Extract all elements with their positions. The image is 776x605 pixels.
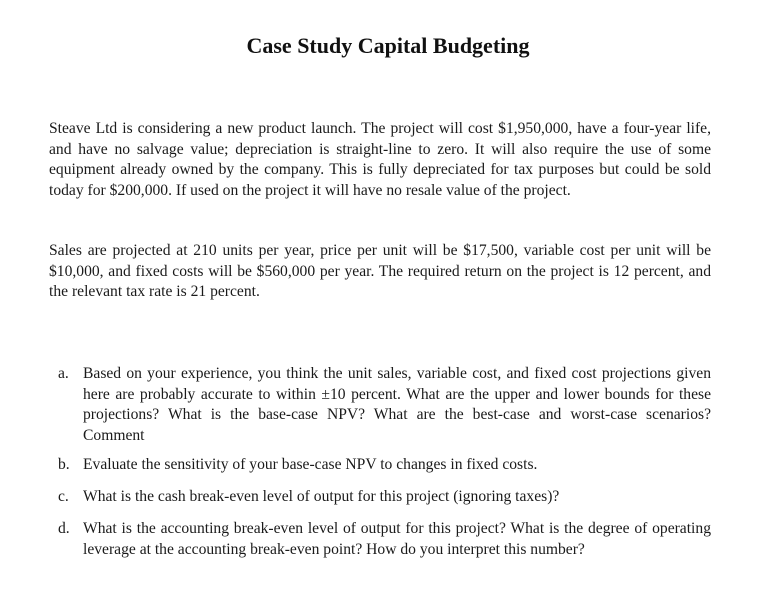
sales-projection-paragraph: Sales are projected at 210 units per year, price per unit will be $17,500, variable cost per unit will be $10,000, and fixed costs will be $560,000 per year. The required return on the project is 12 percent, and the relevant tax rate is 21 percent.	[49, 242, 711, 301]
question-text: Evaluate the sensitivity of your base-case NPV to changes in fixed costs.	[83, 456, 538, 473]
question-letter: c.	[58, 488, 69, 505]
project-description-paragraph: Steave Ltd is considering a new product launch. The project will cost $1,950,000, have a four-year life, and have no salvage value; depreciation is straight-line to zero. It will also require the use of some equipment already owned by the company. This is fully depreciated for tax purposes but could be sold today for $200,000. If used on the project it will have no resale value of the project.	[49, 120, 711, 199]
question-text: Based on your experience, you think the unit sales, variable cost, and fixed cost projections given here are probably accurate to within ±10 percent. What are the upper and lower bounds for these projections? What is the base-case NPV? What are the best-case and worst-case scenarios? Comment	[83, 365, 711, 444]
question-letter: b.	[58, 456, 70, 473]
question-text: What is the cash break-even level of output for this project (ignoring taxes)?	[83, 488, 560, 505]
page-title: Case Study Capital Budgeting	[246, 32, 530, 58]
question-text: What is the accounting break-even level of output for this project? What is the degree of operating leverage at the accounting break-even point? How do you interpret this number?	[83, 520, 711, 558]
question-letter: d.	[58, 520, 70, 537]
question-letter: a.	[58, 365, 69, 382]
